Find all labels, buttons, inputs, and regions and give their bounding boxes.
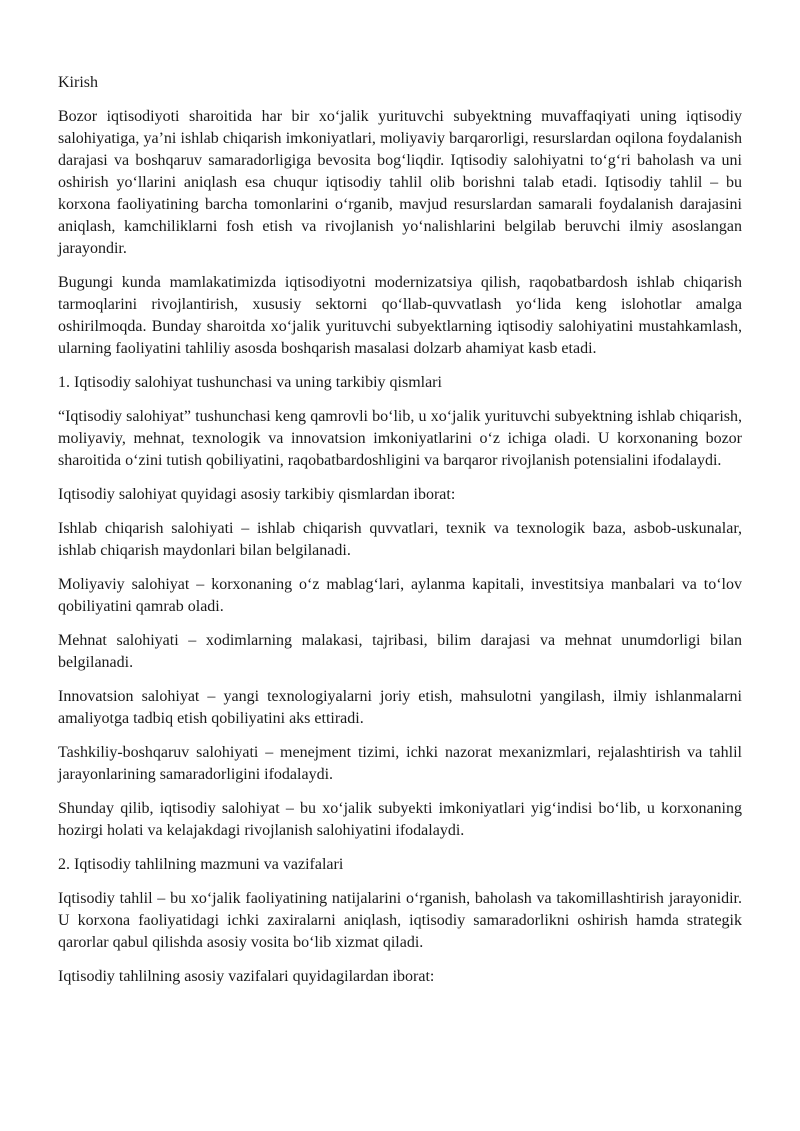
component-financial: Moliyaviy salohiyat – korxonaning o‘z mablag‘lari, aylanma kapitali, investitsiya manbalari va to‘lov qobiliyatini qamrab oladi. bbox=[58, 576, 742, 615]
paragraph-intro-2: Bugungi kunda mamlakatimizda iqtisodiyotni modernizatsiya qilish, raqobatbardosh ishlab chiqarish tarmoqlarini rivojlantirish, xususiy sektorni qo‘llab-quvvatlash yo‘lida keng islohotlar amalga oshirilmoqda. Bunday sharoitda xo‘jalik yurituvchi subyektlarning iqtisodiy salohiyatini mustahkamlash, ularning faoliyatini tahliliy asosda boshqarish masalasi dolzarb ahamiyat kasb etadi. bbox=[58, 274, 742, 357]
component-management: Tashkiliy-boshqaruv salohiyati – menejment tizimi, ichki nazorat mexanizmlari, rejalashtirish va tahlil jarayonlarining samaradorligini ifodalaydi. bbox=[58, 744, 742, 783]
section-heading-intro: Kirish bbox=[58, 74, 98, 91]
component-innovation: Innovatsion salohiyat – yangi texnologiyalarni joriy etish, mahsulotni yangilash, ilmiy ishlanmalarni amaliyotga tadbiq etish qobiliyatini aks ettiradi. bbox=[58, 688, 742, 727]
section-heading-2: 2. Iqtisodiy tahlilning mazmuni va vazifalari bbox=[58, 856, 344, 873]
section-heading-1: 1. Iqtisodiy salohiyat tushunchasi va uning tarkibiy qismlari bbox=[58, 374, 442, 391]
document-page bbox=[58, 72, 742, 1000]
paragraph-concept: “Iqtisodiy salohiyat” tushunchasi keng qamrovli bo‘lib, u xo‘jalik yurituvchi subyektning ishlab chiqarish, moliyaviy, mehnat, texnologik va innovatsion imkoniyatlarini o‘z ichiga oladi. U korxonaning bozor sharoitida o‘zini tutish qobiliyatini, raqobatbardoshligini va barqaror rivojlanish potensialini ifodalaydi. bbox=[58, 408, 742, 469]
component-production: Ishlab chiqarish salohiyati – ishlab chiqarish quvvatlari, texnik va texnologik baza, asbob-uskunalar, ishlab chiqarish maydonlari bilan belgilanadi. bbox=[58, 520, 742, 559]
component-labor: Mehnat salohiyati – xodimlarning malakasi, tajribasi, bilim darajasi va mehnat unumdorligi bilan belgilanadi. bbox=[58, 632, 742, 671]
paragraph-analysis: Iqtisodiy tahlil – bu xo‘jalik faoliyatining natijalarini o‘rganish, baholash va takomillashtirish jarayonidir. U korxona faoliyatidagi ichki zaxiralarni aniqlash, iqtisodiy samaradorlikni oshirish hamda strategik qarorlar qabul qilishda asosiy vosita bo‘lib xizmat qiladi. bbox=[58, 890, 742, 951]
tasks-intro: Iqtisodiy tahlilning asosiy vazifalari quyidagilardan iborat: bbox=[58, 968, 435, 985]
components-intro: Iqtisodiy salohiyat quyidagi asosiy tarkibiy qismlardan iborat: bbox=[58, 486, 456, 503]
paragraph-summary: Shunday qilib, iqtisodiy salohiyat – bu xo‘jalik subyekti imkoniyatlari yig‘indisi bo‘lib, u korxonaning hozirgi holati va kelajakdagi rivojlanish salohiyatini ifodalaydi. bbox=[58, 800, 742, 839]
paragraph-intro-1: Bozor iqtisodiyoti sharoitida har bir xo‘jalik yurituvchi subyektning muvaffaqiyati uning iqtisodiy salohiyatiga, ya’ni ishlab chiqarish imkoniyatlari, moliyaviy barqarorligi, resurslardan oqilona foydalanish darajasi va boshqaruv samaradorligiga bevosita bog‘liqdir. Iqtisodiy salohiyatni to‘g‘ri baholash va uni oshirish yo‘llarini aniqlash esa chuqur iqtisodiy tahlil olib borishni talab etadi. Iqtisodiy tahlil – bu korxona faoliyatining barcha tomonlarini o‘rganib, mavjud resurslardan samarali foydalanish darajasini aniqlash, kamchiliklarni fosh etish va rivojlanish yo‘nalishlarini belgilab beruvchi ilmiy asoslangan jarayondir. bbox=[58, 108, 742, 257]
